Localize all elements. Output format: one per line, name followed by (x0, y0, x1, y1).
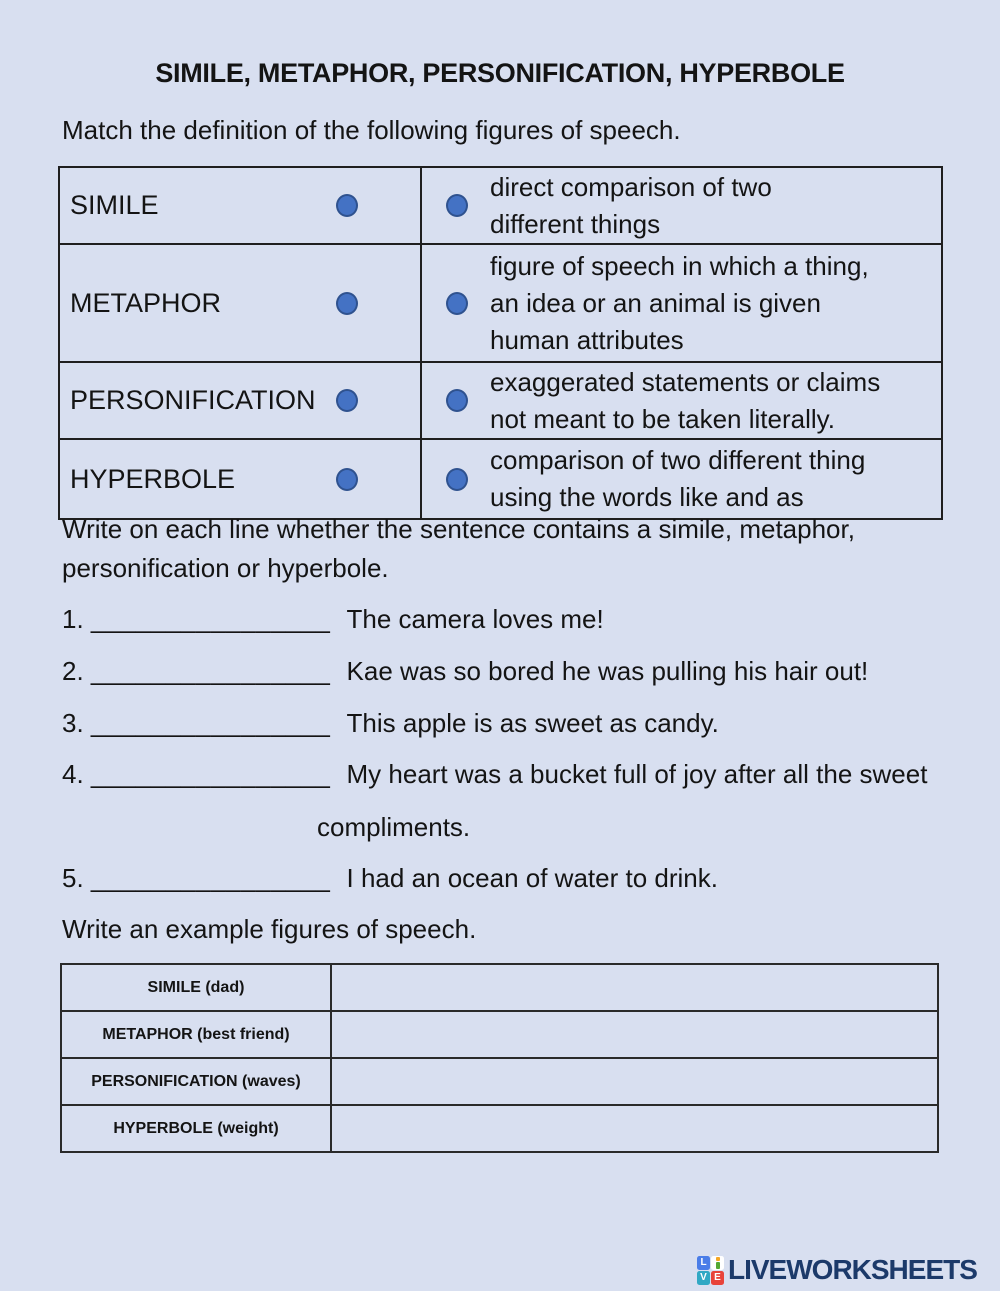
term-label: METAPHOR (70, 287, 222, 318)
match-dot-left[interactable] (336, 468, 358, 491)
match-dot-right[interactable] (446, 389, 468, 412)
sentence-item (62, 863, 718, 894)
item-number: 2. (62, 656, 84, 686)
item-number: 1. (62, 604, 84, 634)
match-dot-left[interactable] (336, 194, 358, 217)
item-sentence: My heart was a bucket full of joy after all the sweet (346, 759, 928, 789)
table-row (61, 1058, 938, 1105)
definition-line: an idea or an animal is given (490, 287, 821, 318)
item-sentence: This apple is as sweet as candy. (346, 708, 719, 738)
sentence-item (62, 656, 868, 687)
page-title: SIMILE, METAPHOR, PERSONIFICATION, HYPERBOLE (155, 58, 845, 88)
example-label: PERSONIFICATION (waves) (61, 1058, 331, 1105)
definition-line: not meant to be taken literally. (490, 403, 835, 434)
sentence-item (62, 708, 719, 739)
table-row (61, 1105, 938, 1152)
match-table (58, 166, 943, 520)
example-label: SIMILE (dad) (61, 964, 331, 1011)
definition-line: comparison of two different thing (490, 445, 866, 475)
table-row (61, 964, 938, 1011)
term-label: PERSONIFICATION (70, 385, 316, 415)
logo-tile-l: L (697, 1256, 710, 1270)
example-table (60, 963, 939, 1153)
definition-text (490, 442, 865, 516)
liveworksheets-logo[interactable] (697, 1254, 977, 1286)
definition-line: figure of speech in which a thing, (490, 250, 869, 281)
match-dot-right[interactable] (446, 194, 468, 217)
table-row (59, 244, 942, 362)
definition-line: different things (490, 208, 661, 239)
match-dot-left[interactable] (336, 292, 358, 315)
definition-line: direct comparison of two (490, 171, 772, 202)
table-row (61, 1011, 938, 1058)
definition-text (490, 248, 869, 359)
sentence-item (62, 604, 604, 635)
example-answer-cell[interactable] (331, 1105, 938, 1152)
definition-line: exaggerated statements or claims (490, 366, 881, 397)
example-label: HYPERBOLE (weight) (61, 1105, 331, 1152)
match-dot-right[interactable] (446, 468, 468, 491)
item-number: 3. (62, 708, 84, 738)
definition-text (490, 364, 880, 438)
answer-blank[interactable]: ________________ (90, 759, 331, 789)
table-row (59, 362, 942, 439)
answer-blank[interactable]: ________________ (90, 656, 331, 686)
item-sentence-wrap: compliments. (317, 812, 471, 842)
item-sentence: Kae was so bored he was pulling his hair out! (346, 656, 869, 686)
item-sentence: The camera loves me! (346, 604, 604, 634)
definition-line: human attributes (490, 324, 684, 355)
definition-line: using the words like and as (490, 482, 804, 512)
term-label: SIMILE (70, 190, 159, 220)
example-answer-cell[interactable] (331, 1011, 938, 1058)
answer-blank[interactable]: ________________ (90, 863, 331, 893)
table-row (59, 439, 942, 519)
answer-blank[interactable]: ________________ (90, 708, 331, 738)
logo-i-dot (716, 1257, 720, 1261)
write-instruction-line1: Write on each line whether the sentence contains a simile, metaphor, (62, 514, 855, 544)
match-dot-left[interactable] (336, 389, 358, 412)
example-instruction: Write an example figures of speech. (62, 914, 477, 944)
sentence-item (62, 759, 927, 790)
item-number: 4. (62, 759, 84, 789)
match-instruction: Match the definition of the following figures of speech. (62, 115, 681, 145)
liveworksheets-icon (697, 1256, 724, 1285)
example-answer-cell[interactable] (331, 1058, 938, 1105)
answer-blank[interactable]: ________________ (90, 604, 331, 634)
term-label: HYPERBOLE (70, 463, 236, 494)
logo-tile-e: E (711, 1271, 724, 1285)
table-row (59, 167, 942, 244)
match-dot-right[interactable] (446, 292, 468, 315)
example-label: METAPHOR (best friend) (61, 1011, 331, 1058)
logo-i-stem (716, 1262, 720, 1269)
definition-text (490, 169, 772, 243)
logo-wordmark: LIVEWORKSHEETS (728, 1254, 977, 1285)
example-answer-cell[interactable] (331, 964, 938, 1011)
logo-tile-v: V (697, 1271, 710, 1285)
item-sentence: I had an ocean of water to drink. (346, 863, 718, 893)
logo-tile-i (711, 1256, 724, 1270)
write-instruction-line2: personification or hyperbole. (62, 553, 389, 583)
item-number: 5. (62, 863, 84, 893)
